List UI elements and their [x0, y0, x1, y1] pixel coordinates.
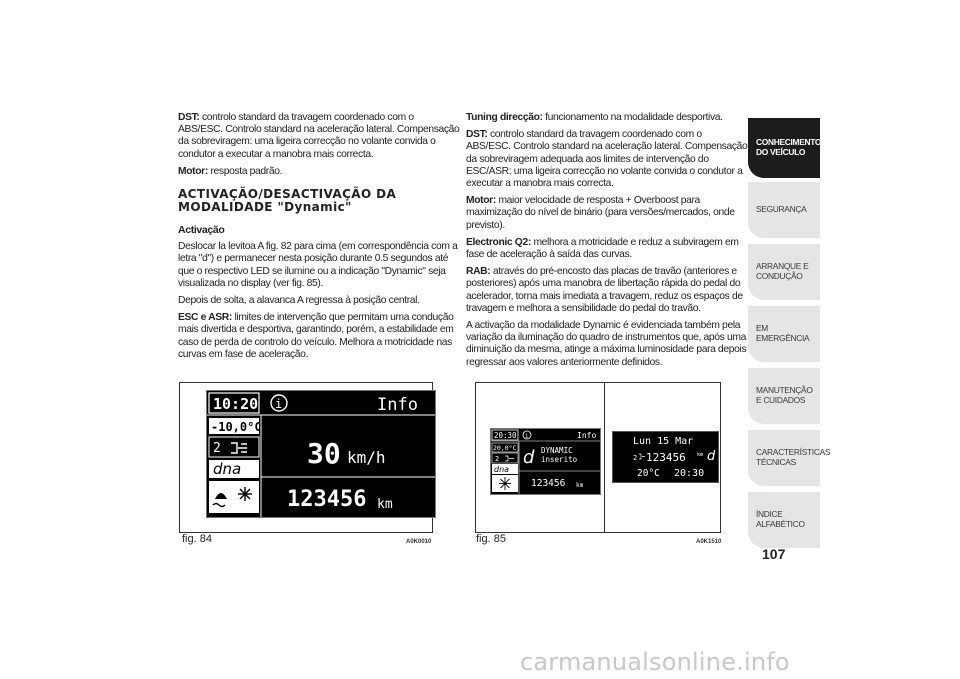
rab-paragraph [466, 266, 748, 315]
activation-heading: Activação [178, 224, 225, 237]
left-gear: 2 [495, 455, 500, 463]
esc-text: limites de intervenção que permitam uma condução mais divertida e desportiva, garantindo, porém, a estabilidade em caso de perda de controlo do veículo. Melhora a motricidade nas curvas em fase de aceleração. [178, 312, 454, 360]
headlight-icon-small [505, 456, 514, 461]
left-odometer-unit: km [576, 482, 584, 489]
tab-conhecimento[interactable]: CONHECIMENTO DO VEÍCULO [748, 118, 820, 178]
display-gear: 2 [213, 441, 221, 456]
activation-text: Deslocar la levitoa A fig. 82 para cima (em correspondência com a letra "d") e permanecer nesta posição durante 0.5 segundos até que o respectivo LED se ilumine ou a indicação "Dynamic" seja visualizada no display (ver fig. 85). [178, 241, 458, 289]
right-odometer: 123456 [646, 451, 686, 464]
left-temperature: 20,0°C [493, 444, 517, 452]
left-mode-letter: d [523, 447, 535, 468]
tuning-paragraph [466, 112, 748, 124]
instrument-display-84 [206, 390, 436, 518]
tuning-label: Tuning direcção: [466, 112, 543, 123]
right-gear: 2 [633, 454, 638, 462]
dst-label: DST: [178, 112, 200, 123]
right-column [466, 112, 748, 374]
left-column [178, 112, 460, 366]
section-heading: ACTIVAÇÃO/DESACTIVAÇÃO DA MODALIDADE "Dynamic" [178, 187, 397, 215]
dst-text: controlo standard da travagem coordenado com o ABS/ESC. Controlo standard na aceleração lateral. Compensação da sobreviragem: uma ligeira correcção no volante convida o condutor a executar a manobra mais correcta. [178, 112, 460, 160]
fig84-caption: fig. 84 [182, 533, 212, 545]
left-message-line2: inserito [541, 455, 578, 464]
instrument-display-85-left [490, 428, 601, 495]
eq2-text: melhora a motricidade e reduz a subviragem em fase de aceleração à saída das curvas. [466, 236, 739, 261]
fig84-code: A0K0010 [406, 539, 432, 545]
display-odometer: 123456 [287, 487, 367, 512]
info-symbol: i [275, 397, 283, 411]
figure-divider [604, 383, 605, 532]
fig85-caption: fig. 85 [476, 533, 506, 545]
tab-manutencao[interactable]: MANUTENÇÃO E CUIDADOS [748, 368, 820, 424]
motor-paragraph-left [178, 166, 460, 178]
display-mode: dna [213, 460, 242, 478]
rab-label: RAB: [466, 266, 491, 278]
tab-arranque[interactable]: ARRANQUE E CONDUÇÃO [748, 244, 820, 300]
figure-84 [179, 382, 433, 533]
right-odometer-unit: km [697, 452, 704, 458]
left-odometer: 123456 [531, 478, 566, 489]
release-text: Depois de solta, a alavanca A regressa à posição central. [178, 295, 420, 307]
activation-info: A activação da modalidade Dynamic é evidenciada também pela variação da iluminação do quadro de instrumentos que, após uma diminuição da mesma, atinge a máxima luminosidade para depois regressar aos valores anteriormente definidos. [466, 320, 747, 368]
right-date: Lun 15 Mar [633, 436, 694, 447]
display-time: 10:20 [213, 395, 259, 413]
motor-text: resposta padrão. [210, 165, 283, 177]
right-mode-letter: d [707, 449, 716, 464]
figure-85 [475, 382, 721, 533]
right-temperature: 20°C [637, 468, 660, 479]
fig85-code: A0K1510 [696, 539, 722, 545]
display-85-left-graphics [491, 429, 600, 494]
display-84-graphics [207, 391, 435, 517]
dst-text-right: controlo standard da travagem coordenado com o ABS/ESC. Controlo standard na aceleração lateral. Compensação da sobreviragem adequada aos limites de intervenção do ESC/ASR: uma ligeira correcção no volante convida o condutor a executar a manobra mais correcta. [466, 129, 748, 190]
dst-paragraph-left [178, 112, 460, 161]
dst-label-right: DST: [466, 129, 488, 141]
rab-text: através do pré-encosto das placas de travão (anteriores e posteriores) após uma manobra de libertação rápida do pedal do acelerador, torna mais imediata a travagem, reduz os espaços de travagem e melhora a sensibilidade do pedal do travão. [466, 266, 743, 314]
esc-label: ESC e ASR: [178, 312, 232, 324]
left-mode: dna [494, 465, 510, 474]
left-info: Info [577, 431, 597, 440]
instrument-display-85-right [612, 431, 719, 483]
eq2-label: Electronic Q2: [466, 236, 531, 248]
chapter-tabs [748, 118, 831, 554]
esc-paragraph [178, 312, 460, 361]
snowflake-icon [238, 487, 252, 501]
footer-watermark: carmanualsonline.info [520, 648, 790, 676]
tab-caracteristicas[interactable]: CARACTERÍSTICAS TÉCNICAS [748, 430, 820, 486]
left-message-line1: DYNAMIC [541, 446, 573, 455]
motor-label: Motor: [178, 165, 208, 177]
motor-paragraph-right [466, 195, 748, 232]
tab-emergencia[interactable]: EM EMERGÊNCIA [748, 306, 820, 362]
display-85-right-graphics [613, 432, 718, 482]
display-odometer-unit: km [377, 497, 393, 512]
left-time: 20:30 [494, 431, 517, 440]
display-info: Info [377, 395, 418, 415]
display-speed: 30 [307, 437, 341, 470]
page-number: 107 [762, 546, 786, 562]
display-temperature: -10,0°C [211, 420, 262, 434]
tab-indice[interactable]: ÍNDICE ALFABÉTICO [748, 492, 820, 548]
left-info-symbol: i [525, 433, 529, 440]
headlight-icon-right [639, 454, 645, 459]
tuning-text: funcionamento na modalidade desportiva. [545, 112, 723, 123]
headlight-icon [231, 443, 247, 453]
snowflake-icon-small [499, 477, 511, 490]
motor-text-right: maior velocidade de resposta + Overboost para maximização do nível de binário (para versões/mercados, onde previsto). [466, 195, 735, 231]
eq2-paragraph [466, 237, 748, 261]
dst-paragraph-right [466, 129, 748, 190]
display-speed-unit: km/h [347, 448, 386, 467]
right-time: 20:30 [674, 468, 705, 479]
tab-seguranca[interactable]: SEGURANÇA [748, 182, 820, 238]
motor-label-right: Motor: [466, 195, 496, 207]
